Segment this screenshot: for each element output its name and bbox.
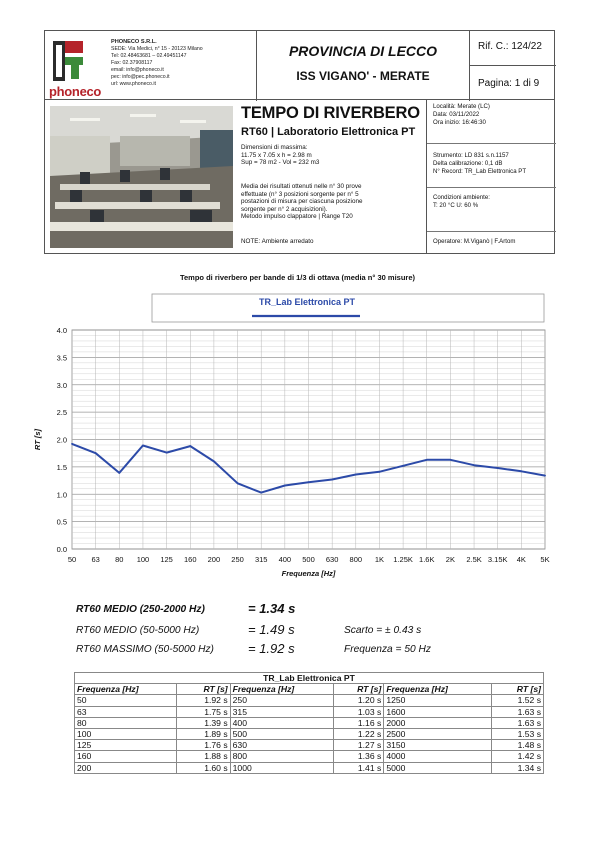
rt-cell: 1.36 s [334,751,384,762]
frequency-cell: 250 [230,695,334,706]
y-tick-label: 3.0 [56,380,67,390]
y-tick-label: 2.5 [56,408,67,418]
data-point [71,443,73,445]
note-text: NOTE: Ambiente arredato [241,238,314,245]
rt-cell: 1.63 s [492,717,544,728]
rt-cell: 1.22 s [334,728,384,739]
table-row [75,706,544,717]
operators-line: Operatore: M.Viganò | F.Artom [433,238,516,245]
x-tick-label: 2K [445,555,455,564]
frequency-cell: 50 [75,695,177,706]
data-point [473,464,475,466]
method-line: effettuate (n° 3 posizioni sorgente per n° 5 [241,190,359,198]
report-title: TEMPO DI RIVERBERO [241,104,420,122]
rt-cell: 1.89 s [176,728,230,739]
company-name: PHONECO S.R.L. [111,39,157,45]
rt-cell: 1.03 s [334,706,384,717]
y-tick-label: 3.5 [56,353,67,363]
frequency-cell: 4000 [384,751,492,762]
results-table [74,672,544,774]
table-row [75,695,544,706]
data-point [284,485,286,487]
column-header-frequency: Frequenza [Hz] [384,684,492,695]
method-line: Metodo impulso clappatore | Range T20 [241,213,353,221]
data-point [308,481,310,483]
method-line: Media dei risultati ottenuti nelle n° 30 prove [241,183,362,190]
column-header-frequency: Frequenza [Hz] [75,684,177,695]
x-tick-label: 1.6K [419,555,435,564]
x-tick-label: 3.15K [487,555,508,564]
x-tick-label: 5K [540,555,550,564]
frequency-cell: 125 [75,740,177,751]
company-line: SEDE: Via Medici, n° 15 - 20123 Milano [111,46,203,52]
table-row [75,728,544,739]
y-tick-label: 2.0 [56,435,67,445]
location-line: Località: Merate (LC) [433,103,490,110]
rt-cell: 1.53 s [492,728,544,739]
method-line: sorgente per n° 2 acquisizioni). [241,205,328,213]
frequency-cell: 2500 [384,728,492,739]
frequency-cell: 630 [230,740,334,751]
frequency-cell: 1000 [230,762,334,773]
table-body [75,695,544,773]
x-tick-label: 125 [160,555,173,564]
data-point [544,475,546,477]
dimension-line: Dimensioni di massima: [241,144,308,151]
frequency-cell: 5000 [384,762,492,773]
table-row [75,762,544,773]
company-line: Fax: 02.37908117 [111,60,153,66]
table-row [75,717,544,728]
data-point [331,479,333,481]
company-line: pec: info@pec.phoneco.it [111,74,170,80]
x-tick-label: 50 [67,555,77,564]
column-header-rt: RT [s] [334,684,384,695]
rt-cell: 1.63 s [492,706,544,717]
reference-number: Rif. C.: 124/22 [470,31,556,66]
x-tick-label: 100 [136,555,150,564]
dimension-line: 11.75 x 7.05 x h = 2.98 m [241,151,312,159]
x-tick-label: 160 [183,555,197,564]
rt-max-label: RT60 MASSIMO (50-5000 Hz) [76,644,214,655]
data-point [355,474,357,476]
data-point [450,459,452,461]
rt-cell: 1.34 s [492,762,544,773]
x-tick-label: 2.5K [466,555,482,564]
frequency-cell: 500 [230,728,334,739]
data-point [118,472,120,474]
rt-mid-250-value: = 1.34 s [248,601,296,616]
x-tick-label: 1K [374,555,385,564]
company-line: url: www.phoneco.it [111,81,156,87]
report-subtitle: RT60 | Laboratorio Elettronica PT [241,126,416,138]
x-axis-label: Frequenza [Hz] [281,569,336,578]
conditions-values: T: 20 °C U: 60 % [433,201,479,209]
rt-mid-250-label: RT60 MEDIO (250-2000 Hz) [76,604,205,615]
x-tick-label: 250 [231,555,244,564]
rt-cell: 1.48 s [492,740,544,751]
rt-max-value: = 1.92 s [248,641,295,656]
company-line: email: info@phoneco.it [111,67,164,73]
frequency-cell: 1250 [384,695,492,706]
data-point [142,445,144,447]
table-header-row [75,684,544,695]
frequency-cell: 3150 [384,740,492,751]
frequency-cell: 200 [75,762,177,773]
rt-cell: 1.16 s [334,717,384,728]
data-point [260,492,262,494]
rt-cell: 1.60 s [176,762,230,773]
frequency-cell: 63 [75,706,177,717]
frequency-cell: 1600 [384,706,492,717]
x-tick-label: 80 [115,555,124,564]
data-point [426,459,428,461]
dimension-line: Sup = 78 m2 - Vol = 232 m3 [241,159,320,167]
column-header-rt: RT [s] [176,684,230,695]
data-point [166,452,168,454]
table-caption: TR_Lab Elettronica PT [75,673,544,684]
column-header-frequency: Frequenza [Hz] [230,684,334,695]
start-time-line: Ora inizio: 16:46:30 [433,118,486,126]
rt-cell: 1.41 s [334,762,384,773]
x-tick-label: 630 [325,555,339,564]
calibration-line: Delta calibrazione: 0,1 dB [433,159,503,167]
y-tick-label: 1.5 [56,462,67,472]
rt-cell: 1.75 s [176,706,230,717]
rt-cell: 1.92 s [176,695,230,706]
rt-cell: 1.39 s [176,717,230,728]
x-tick-label: 1.25K [393,555,413,564]
data-point [95,452,97,454]
page-number: Pagina: 1 di 9 [478,78,540,89]
chart-title: Tempo di riverbero per bande di 1/3 di ottava (media n° 30 misure) [179,273,415,282]
y-tick-label: 0.5 [56,517,67,527]
scarto-text: Scarto = ± 0.43 s [344,625,422,636]
school-name: ISS VIGANO' - MERATE [296,69,430,83]
x-tick-label: 63 [91,555,100,564]
x-tick-label: 800 [349,555,363,564]
x-tick-label: 315 [254,555,268,564]
x-tick-label: 500 [302,555,315,564]
table-row [75,751,544,762]
instrument-line: Strumento: LD 831 s.n.1157 [433,152,509,159]
data-point [213,461,215,463]
x-tick-label: 4K [516,555,526,564]
frequency-cell: 160 [75,751,177,762]
frequency-cell: 2000 [384,717,492,728]
column-header-rt: RT [s] [492,684,544,695]
rt-cell: 1.76 s [176,740,230,751]
frequenza-text: Frequenza = 50 Hz [344,644,431,655]
company-line: Tel: 02.48463681 – 02.49451147 [111,53,187,59]
logo-text: phoneco [49,84,102,99]
frequency-cell: 800 [230,751,334,762]
record-line: N° Record: TR_Lab Elettronica PT [433,167,527,175]
rt-cell: 1.42 s [492,751,544,762]
method-line: postazioni di misura per ciascuna posizione [241,198,363,206]
frequency-cell: 400 [230,717,334,728]
legend-label: TR_Lab Elettronica PT [258,297,356,307]
data-point [379,471,381,473]
rt-cell: 1.20 s [334,695,384,706]
frequency-cell: 100 [75,728,177,739]
rt-mid-50-value: = 1.49 s [248,622,295,637]
client-name: PROVINCIA DI LECCO [288,43,438,59]
y-tick-label: 4.0 [56,326,67,335]
table-row [75,740,544,751]
conditions-label: Condizioni ambiente: [433,194,490,201]
data-point [520,470,522,472]
x-tick-label: 400 [278,555,292,564]
table-caption-row [75,673,544,684]
rt-cell: 1.27 s [334,740,384,751]
data-point [189,445,191,447]
frequency-cell: 80 [75,717,177,728]
rt-mid-50-label: RT60 MEDIO (50-5000 Hz) [76,625,200,636]
rt-cell: 1.52 s [492,695,544,706]
y-axis-label: RT [s] [33,428,42,451]
data-point [237,482,239,484]
rt-cell: 1.88 s [176,751,230,762]
y-tick-label: 0.0 [56,545,67,554]
data-point [402,465,404,467]
frequency-cell: 315 [230,706,334,717]
x-tick-label: 200 [207,555,221,564]
y-tick-label: 1.0 [56,490,67,500]
date-line: Data: 03/11/2022 [433,110,480,118]
data-point [497,467,499,469]
